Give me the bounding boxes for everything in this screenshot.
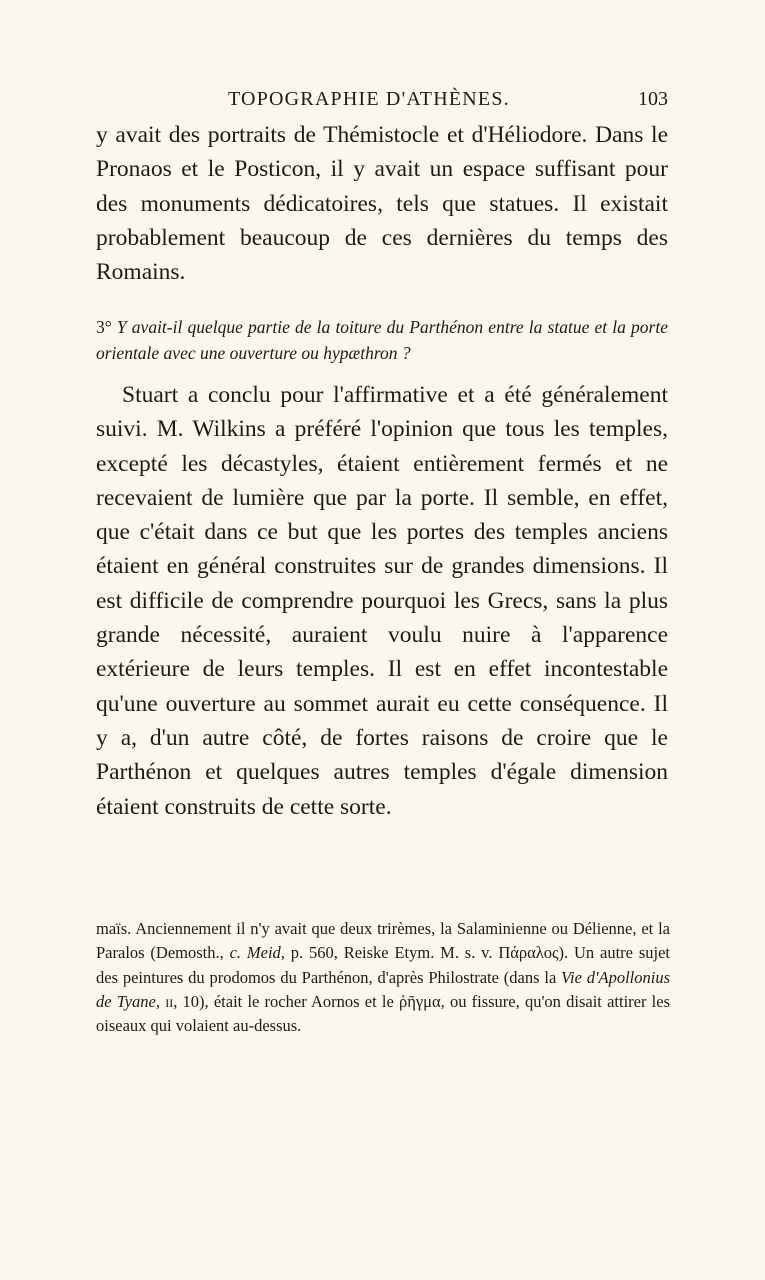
paragraph-1: y avait des portraits de Thémistocle et d'Héliodore. Dans le Pronaos et le Posticon, il y avait un espace suffisant pour des monuments dédicatoires, tels que statues. Il existait probablement beaucoup de ces dernières du temps des Romains.	[96, 122, 668, 286]
footnote-text-2: p. 560, Reiske Etym. M. s. v. Πάραλος). Un autre sujet des peintures du prodomos du Parthénon, d'après Philostrate (dans la	[96, 943, 671, 987]
paragraph-2: Stuart a conclu pour l'affirmative et a été généralement suivi. M. Wilkins a préféré l'opinion que tous les temples, excepté les décastyles, étaient entièrement fermés et ne recevaient de lumière que par la porte. Il semble, en effet, que c'était dans ce but que les portes des temples anciens étaient en général construites sur de grandes dimensions. Il est difficile de comprendre pourquoi les Grecs, sans la plus grande nécessité, auraient voulu nuire à l'apparence extérieure de leurs temples. Il est en effet incontestable qu'une ouverture au sommet aurait eu cette conséquence. Il y a, d'un autre côté, de fortes raisons de croire que le Parthénon et quelques autres temples d'égale dimension étaient construits de cette sorte.	[96, 382, 668, 820]
footnote-citation-meid: c. Meid,	[229, 943, 285, 963]
section-question	[96, 314, 668, 366]
footnote-title-apollonius: Vie d'Apollonius de Tyane,	[96, 967, 671, 1011]
page-number: 103	[638, 88, 668, 110]
footnote-book-number: ii	[165, 991, 174, 1011]
running-head	[96, 88, 668, 114]
question-number: 3°	[96, 317, 112, 337]
running-title: TOPOGRAPHIE D'ATHÈNES.	[228, 88, 510, 110]
question-text: Y avait-il quelque partie de la toiture du Parthénon entre la statue et la porte orientale avec une ouverture ou hypæthron ?	[96, 317, 668, 363]
footnote	[96, 917, 670, 1038]
footnote-text-3: , 10), était le rocher Aornos et le ῥῆγμα, ou fissure, qu'on disait attirer les oiseaux qui volaient au-dessus.	[96, 991, 670, 1036]
footnote-text-1: maïs. Anciennement il n'y avait que deux trirèmes, la Salaminienne ou Délienne, et la Paralos (Demosth.,	[96, 919, 670, 963]
